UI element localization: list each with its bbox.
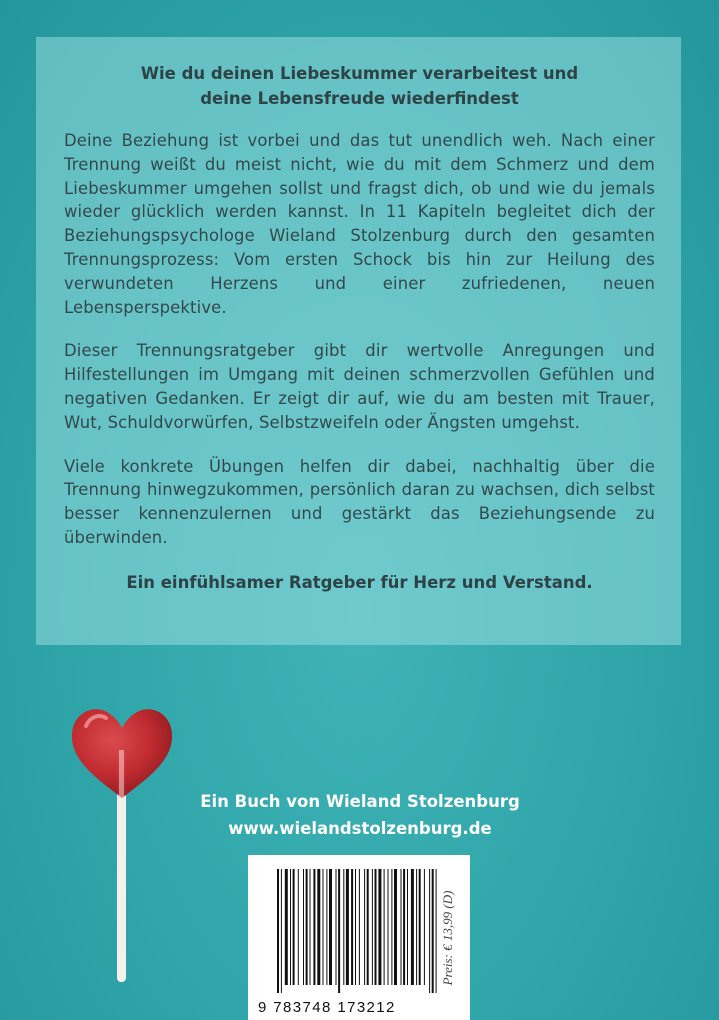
barcode-bar: [372, 869, 373, 985]
barcode-bar: [424, 869, 425, 985]
barcode-bar: [384, 869, 385, 985]
blurb-paragraph-1: Deine Beziehung ist vorbei und das tut unendlich weh. Nach einer Trennung weißt du meist nicht, wie du mit dem Schmerz und dem Liebeskummer umgehen sollst und fragst dich, ob und wie du jemals wieder glücklich werden kannst. In 11 Kapiteln begleitet dich der Beziehungspsychologe Wieland Stolzenburg durch den gesamten Trennungsprozess: Vom ersten Schock bis hin zur Heilung des verwundeten Herzens und einer zufriedenen, neuen Lebensperspektive.: [64, 131, 655, 317]
barcode-bar: [391, 869, 392, 985]
barcode-bar: [367, 869, 369, 985]
barcode-bar: [359, 869, 360, 985]
barcode-bar: [351, 869, 353, 985]
author-info: [160, 788, 560, 842]
barcode-bar: [416, 869, 417, 985]
barcode-bar: [336, 869, 337, 985]
barcode-bar: [419, 869, 421, 985]
barcode-bar: [310, 869, 311, 985]
barcode-bar: [293, 869, 295, 985]
barcode-bar: [277, 869, 279, 993]
barcode-bar: [411, 869, 414, 985]
barcode-bar: [285, 869, 288, 985]
blurb-paragraph-2: Dieser Trennungsratgeber gibt dir wertvolle Anregungen und Hilfestellungen im Umgang mit deinen schmerzvollen Gefühlen und negativen Gedanken. Er zeigt dir auf, wie du am besten mit Trauer, Wut, Schuldvorwürfen, Selbstzweifeln oder Ängsten umgehst.: [64, 341, 655, 432]
barcode-bar: [375, 869, 377, 985]
barcode-bar: [403, 869, 405, 985]
headline-line-2: deine Lebensfreude wiederfindest: [200, 89, 519, 108]
price-label: [438, 863, 458, 1013]
barcode-bar: [346, 869, 349, 985]
barcode-bar: [394, 869, 397, 985]
price-text: Preis: € 13,99 (D): [440, 890, 455, 986]
barcode-bar: [317, 869, 320, 985]
barcode-bar: [429, 869, 430, 993]
barcode-bar: [290, 869, 291, 985]
blurb-tagline: Ein einfühlsamer Ratgeber für Herz und Verstand.: [126, 572, 593, 592]
barcode-bar: [303, 869, 304, 985]
author-website-link[interactable]: www.wielandstolzenburg.de: [228, 819, 492, 838]
barcode-bar: [355, 869, 356, 985]
barcode-bar: [298, 869, 299, 985]
heart-lollipop-illustration: [62, 700, 182, 1000]
barcode-bar: [323, 869, 324, 985]
barcode-bar: [407, 869, 408, 985]
barcode-bar: [343, 869, 344, 985]
barcode-bar: [432, 869, 434, 993]
barcode-bar: [329, 869, 332, 985]
headline-line-1: Wie du deinen Liebeskummer verarbeitest und: [140, 64, 579, 83]
blurb-paragraph-3: Viele konkrete Übungen helfen dir dabei, nachhaltig über die Trennung hinwegzukommen, persönlich daran zu wachsen, dich selbst besser kennenzulernen und gestärkt das Beziehungsende zu überwinden.: [64, 456, 655, 547]
back-cover-blurb: [36, 37, 681, 645]
blurb-headline: [64, 61, 655, 111]
barcode-bar: [436, 869, 437, 993]
author-byline: Ein Buch von Wieland Stolzenburg: [200, 792, 520, 811]
barcode-bar: [326, 869, 327, 985]
barcode-panel: [248, 855, 470, 1020]
barcode-bar: [313, 869, 315, 985]
isbn-number: 9 783748 173212: [258, 999, 396, 1016]
barcode: [277, 869, 437, 993]
barcode-bar: [364, 869, 365, 985]
barcode-bar: [281, 869, 282, 993]
barcode-bar: [388, 869, 389, 985]
barcode-bar: [378, 869, 381, 985]
barcode-bar: [306, 869, 308, 985]
barcode-bar: [338, 869, 340, 993]
barcode-bar: [401, 869, 402, 985]
